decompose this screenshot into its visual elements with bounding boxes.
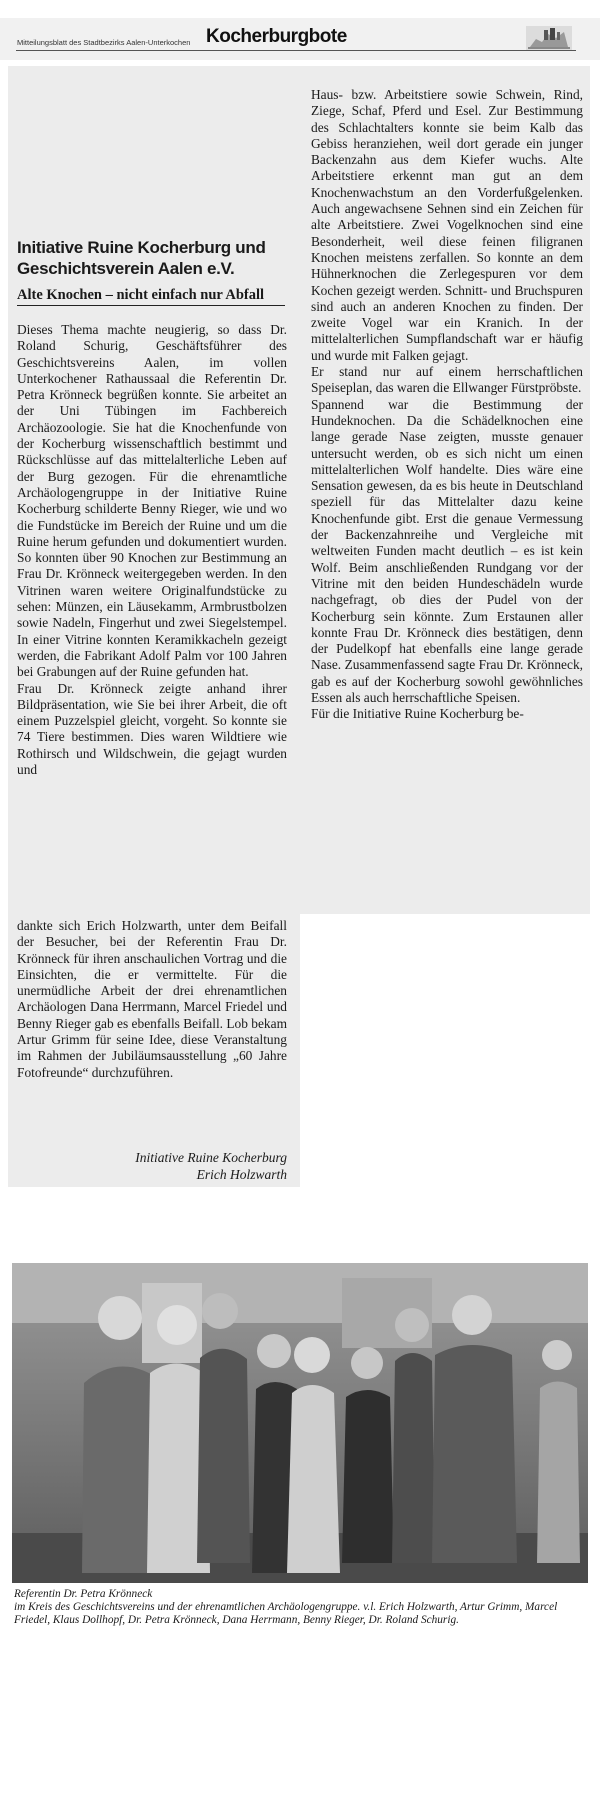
article-paragraph: Haus- bzw. Arbeitstiere sowie Schwein, Rind, Ziege, Schaf, Pferd und Esel. Zur Bestimmung des Schlachtalters konnte sie beim Kalb das Gebiss heranziehen, weil dort gerade ein junger Backenzahn aus dem Kiefer wuchs. Alte Arbeitstiere erkennt man gut an dem Knochenwachstum an den Vorderfußgelenken. Auch angewachsene Sehnen sind ein Zeichen für alte Arbeitstiere. Zwei Vogelknochen sind eine Besonderheit, weil diese feinen filigranen Knochen meistens zerfallen. So konnte an dem Hühnerknochen die Zerlegespuren vor dem Kochen gezeigt werden. Schnitt- und Bruchspuren sind auch an anderen Knochen zu finden. Der zweite Vogel war ein Kranich. In der mittelalterlichen Sumpflandschaft war er häufig und wurde mit Falken gejagt. xyxy=(311,87,583,363)
signature-organization: Initiative Ruine Kocherburg xyxy=(135,1150,287,1165)
caption-text: im Kreis des Geschichtsvereins und der ehrenamtlichen Archäologengruppe. v.l. Erich Holzwarth, Artur Grimm, Marcel Friedel, Klaus Dollhopf, Dr. Petra Krönneck, Dana Herrmann, Benny Rieger, Dr. Roland Schurig. xyxy=(14,1601,558,1627)
article-subheadline: Alte Knochen – nicht einfach nur Abfall xyxy=(17,286,285,306)
article-paragraph: Für die Initiative Ruine Kocherburg be- xyxy=(311,706,524,722)
caption-title: Referentin Dr. Petra Krönneck xyxy=(14,1588,153,1600)
article-headline: Initiative Ruine Kocherburg und Geschichtsverein Aalen e.V. xyxy=(17,238,266,278)
group-photo-image xyxy=(12,1263,588,1583)
article-paragraph: Er stand nur auf einem herrschaftlichen Speiseplan, das waren die Ellwanger Fürstpröbste. xyxy=(311,364,583,396)
article-signature xyxy=(17,1149,287,1183)
castle-logo-icon xyxy=(526,26,572,50)
group-photo xyxy=(12,1263,588,1583)
article-paragraph: Frau Dr. Krönneck zeigte anhand ihrer Bildpräsentation, wie Sie bei ihrer Arbeit, die oft einem Puzzelspiel gleicht, vorgeht. So konnte sie 74 Tiere bestimmen. Dies waren Wildtiere wie Rothirsch und Wildschwein, die gejagt wurden und xyxy=(17,680,287,778)
article-paragraph: dankte sich Erich Holzwarth, unter dem Beifall der Besucher, bei der Referentin Frau Dr. Krönneck für ihren anschaulichen Vortrag und die Einsichten, die er vermittelte. Für die unermüdliche Arbeit der drei ehrenamtlichen Archäologen Dana Herrmann, Marcel Friedel und Benny Rieger gab es ebenfalls Beifall. Lob bekam Artur Grimm für seine Idee, diese Veranstaltung im Rahmen der Jubiläumsausstellung „60 Jahre Fotofreunde“ durchzuführen. xyxy=(17,918,287,1080)
publication-title: Kocherburgbote xyxy=(206,26,347,47)
article-left-column xyxy=(17,322,287,778)
article-paragraph: Spannend war die Bestimmung der Hundeknochen. Da die Schädelknochen eine lange gerade Nase zeigten, musste genauer untersucht werden, ob es sich nicht um einen mittelalterlichen Wolf handelte. Dies wäre eine Sensation gewesen, da es bis heute in Deutschland speziell für das Mittelalter dazu keine Knochenfunde gibt. Erst die genaue Vermessung der Backenzahnreihe und Vergleiche mit weltweiten Funden macht deutlich – es ist kein Wolf. Beim anschließenden Rundgang vor der Vitrine mit den beiden Hundeschädeln wurde nachgefragt, ob dies der Pudel von der Kocherburg sein könnte. Zum Erstaunen aller konnte Frau Dr. Krönneck dies bestätigen, denn der Pudelkopf hat ebenfalls eine lange gerade Nase. Zusammenfassend sagte Frau Dr. Krönneck, gab es auf der Kocherburg sowohl gewöhnliches Essen als auch herrschaftliche Speisen. xyxy=(311,396,583,705)
publication-subtitle: Mitteilungsblatt des Stadtbezirks Aalen-Unterkochen xyxy=(17,38,191,47)
signature-author: Erich Holzwarth xyxy=(196,1167,287,1182)
article-paragraph: Dieses Thema machte neugierig, so dass Dr. Roland Schurig, Geschäftsführer des Geschichtsvereins Aalen, im vollen Unterkochener Rathaussaal die Referentin Dr. Petra Krönneck begrüßen konnte. Sie arbeitet an der Uni Tübingen im Fachbereich Archäozoologie. Sie hat die Knochenfunde von der Kocherburg wissenschaftlich bestimmt und Rückschlüsse auf das mittelalterliche Leben auf der Burg gezogen. Für die ehrenamtliche Archäologengruppe in der Initiative Ruine Kocherburg schilderte Benny Rieger, wie und wo die Fundstücke im Bereich der Ruine und um die Ruine herum gefunden und dokumentiert wurden. So konnten über 90 Knochen zur Bestimmung an Frau Dr. Krönneck weitergegeben werden. In den Vitrinen waren weitere Originalfundstücke zu sehen: Münzen, ein Läusekamm, Armbrustbolzen sowie Nadeln, Fingerhut und zwei Siegelstempel. In einer Vitrine konnten Keramikkacheln gezeigt werden, die Fabrikant Adolf Palm vor 100 Jahren bei Grabungen auf der Ruine gefunden hat. xyxy=(17,322,287,680)
article-right-column xyxy=(311,87,583,723)
header-rule xyxy=(16,50,576,51)
article-continuation xyxy=(17,918,287,1081)
photo-caption xyxy=(14,1588,590,1628)
